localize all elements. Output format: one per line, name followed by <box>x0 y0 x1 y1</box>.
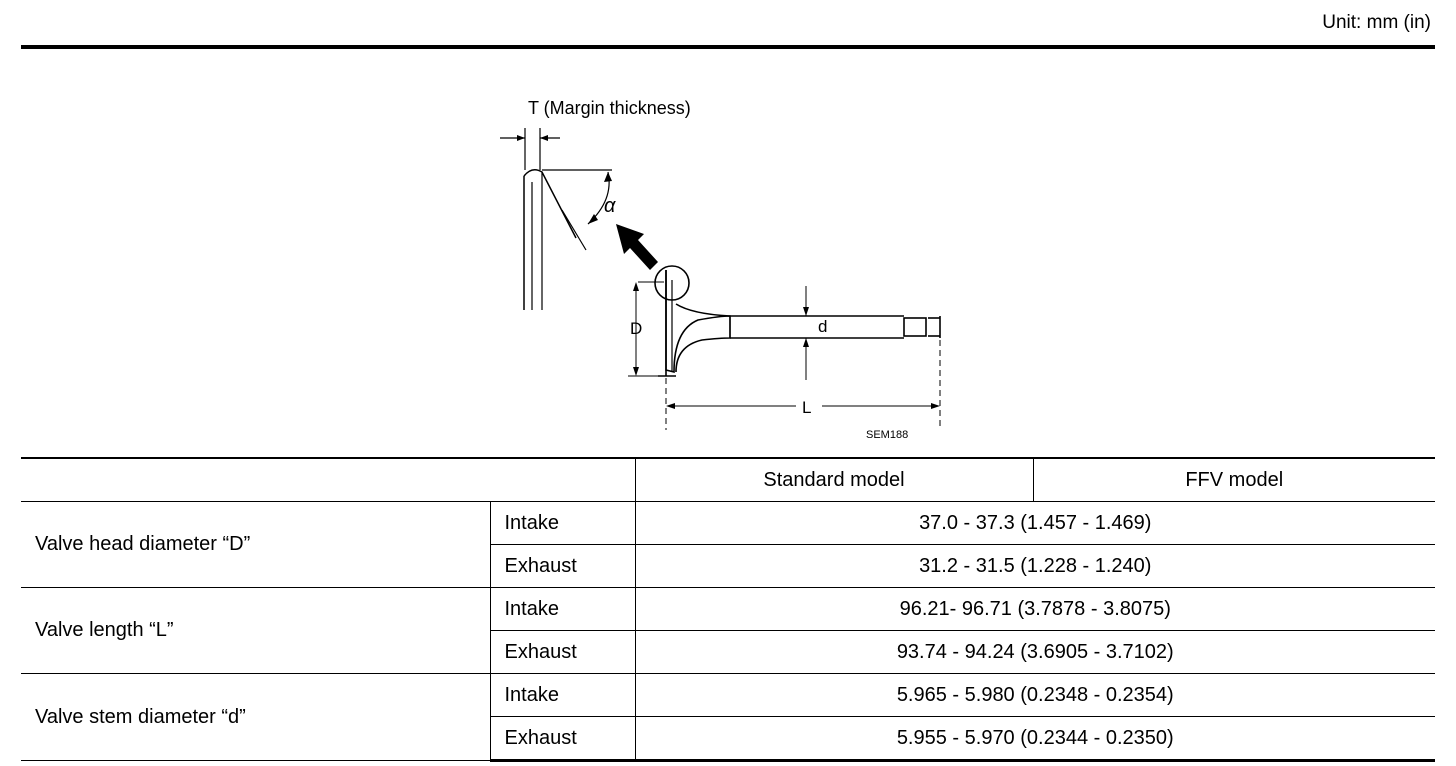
header-ffv-model: FFV model <box>1033 458 1435 502</box>
param-valve-stem-diameter: Valve stem diameter “d” <box>21 674 490 761</box>
sub-exhaust: Exhaust <box>490 545 635 588</box>
param-valve-length: Valve length “L” <box>21 588 490 674</box>
detail-pointer-arrow <box>616 224 658 270</box>
value-cell: 93.74 - 94.24 (3.6905 - 3.7102) <box>635 631 1435 674</box>
value-cell: 96.21- 96.71 (3.7878 - 3.8075) <box>635 588 1435 631</box>
value-cell: 5.955 - 5.970 (0.2344 - 0.2350) <box>635 717 1435 761</box>
valve-spec-table <box>21 457 1435 762</box>
margin-thickness-label: T (Margin thickness) <box>528 98 691 118</box>
d-head-arrowhead-top <box>633 282 639 291</box>
detail-seat-line <box>562 210 586 250</box>
valve-diagram-svg <box>480 90 960 445</box>
thickness-arrowhead-right <box>540 135 548 141</box>
d-head-label: D <box>630 319 643 338</box>
value-cell: 31.2 - 31.5 (1.228 - 1.240) <box>635 545 1435 588</box>
value-cell: 5.965 - 5.980 (0.2348 - 0.2354) <box>635 674 1435 717</box>
header-blank <box>21 458 635 502</box>
thickness-arrowhead-left <box>517 135 525 141</box>
table-row <box>21 502 1435 545</box>
l-arrowhead-left <box>666 403 675 409</box>
l-arrowhead-right <box>931 403 940 409</box>
alpha-label: α <box>604 195 616 217</box>
sub-exhaust: Exhaust <box>490 717 635 761</box>
d-stem-arrowhead-top <box>803 307 809 316</box>
param-valve-head-diameter: Valve head diameter “D” <box>21 502 490 588</box>
table-row <box>21 588 1435 631</box>
table-header-row <box>21 458 1435 502</box>
valve-fillet-top <box>676 304 730 316</box>
d-stem-label: d <box>818 317 828 336</box>
d-stem-arrowhead-bottom <box>803 338 809 347</box>
table-row <box>21 674 1435 717</box>
l-label: L <box>802 398 812 417</box>
top-divider <box>21 45 1435 49</box>
sub-intake: Intake <box>490 588 635 631</box>
unit-label: Unit: mm (in) <box>1322 12 1431 33</box>
valve-diagram <box>480 90 960 445</box>
angle-arrowhead-top <box>604 172 612 182</box>
header-standard-model: Standard model <box>635 458 1033 502</box>
sub-intake: Intake <box>490 502 635 545</box>
figure-code: SEM188 <box>866 429 909 441</box>
sub-intake: Intake <box>490 674 635 717</box>
valve-stem-tip <box>904 318 926 336</box>
sub-exhaust: Exhaust <box>490 631 635 674</box>
d-head-arrowhead-bottom <box>633 367 639 376</box>
value-cell: 37.0 - 37.3 (1.457 - 1.469) <box>635 502 1435 545</box>
valve-head <box>666 270 730 372</box>
